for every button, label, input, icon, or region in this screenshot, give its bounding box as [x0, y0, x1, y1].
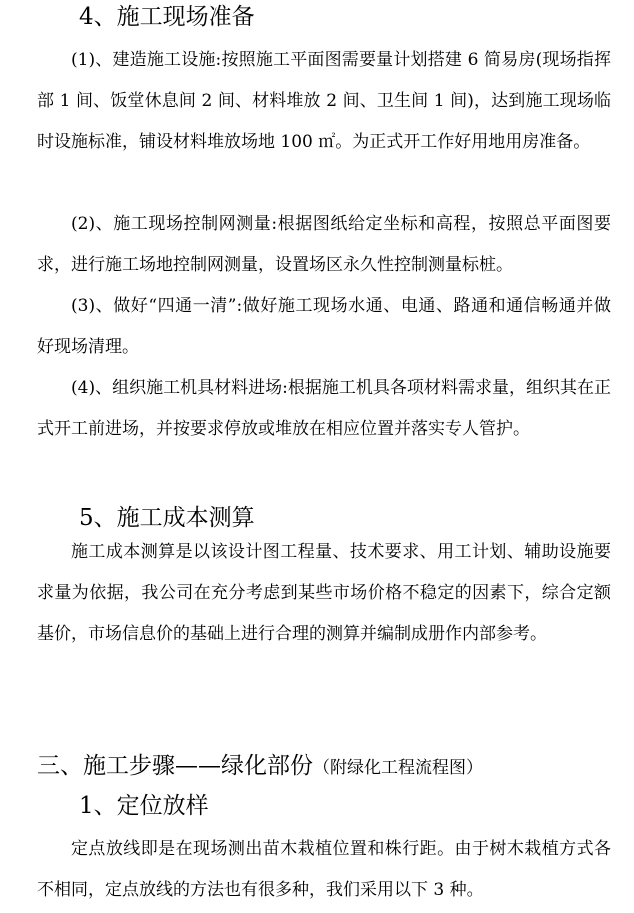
section-4-item-1: (1)、建造施工设施:按照施工平面图需要量计划搭建 6 简易房(现场指挥部 1 间、饭堂休息间 2 间、材料堆放 2 间、卫生间 1 间)，达到施工现场临时设施标准，铺设材料堆放场地 100 ㎡。为正式开工作好用地用房准备。 — [37, 50, 611, 152]
chapter-3-heading-line — [37, 751, 483, 783]
subsection-1-body: 定点放线即是在现场测出苗木栽植位置和株行距。由于树木栽植方式各不相同，定点放线的方法也有很多种，我们采用以下 3 种。 — [37, 839, 611, 900]
section-4-item-4: (4)、组织施工机具材料进场:根据施工机具各项材料需求量，组织其在正式开工前进场，并按要求停放或堆放在相应位置并落实专人管护。 — [37, 378, 611, 439]
section-4-item-2: (2)、施工现场控制网测量:根据图纸给定坐标和高程，按照总平面图要求，进行施工场地控制网测量，设置场区永久性控制测量标桩。 — [37, 214, 611, 275]
section-5-heading: 5、施工成本测算 — [79, 505, 255, 531]
chapter-3-heading: 三、施工步骤——绿化部份 — [37, 753, 313, 779]
chapter-3-note: （附绿化工程流程图） — [313, 758, 483, 778]
section-5-body: 施工成本测算是以该设计图工程量、技术要求、用工计划、辅助设施要求量为依据，我公司在充分考虑到某些市场价格不稳定的因素下，综合定额基价，市场信息价的基础上进行合理的测算并编制成册作内部参考。 — [37, 542, 611, 644]
section-4-item-3: (3)、做好“四通一清”:做好施工现场水通、电通、路通和通信畅通并做好现场清理。 — [37, 296, 611, 357]
subsection-1-heading: 1、定位放样 — [79, 793, 209, 819]
section-4-heading: 4、施工现场准备 — [79, 4, 255, 30]
